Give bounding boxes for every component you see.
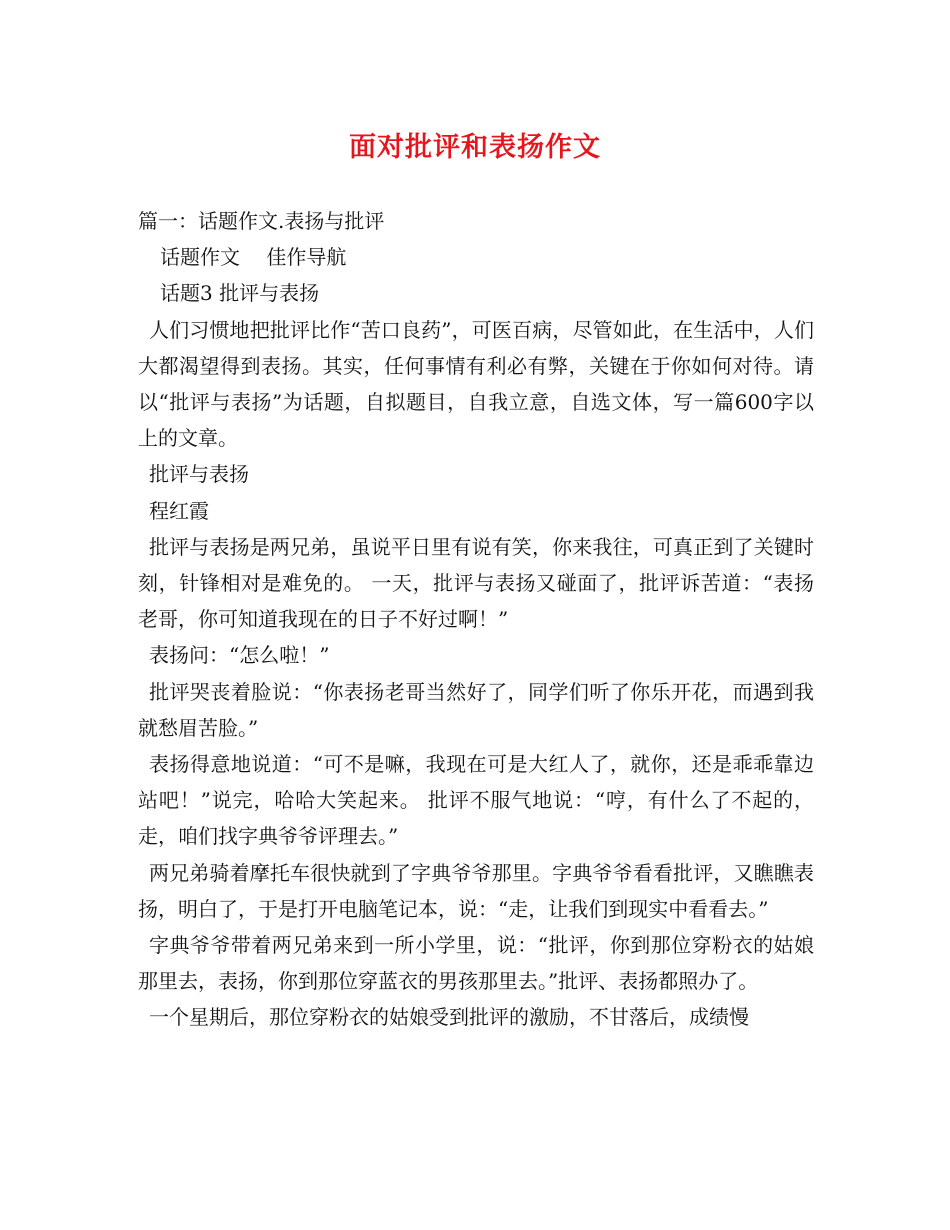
paragraph: 表扬问：“怎么啦！”: [149, 643, 330, 668]
paragraph: 批评哭丧着脸说：“你表扬老哥当然好了，同学们听了你乐开花，而遇到我就愁眉苦脸。”: [138, 679, 814, 740]
document-body: [138, 203, 814, 1036]
paragraph: 两兄弟骑着摩托车很快就到了字典爷爷那里。字典爷爷看看批评，又瞧瞧表扬，明白了，于是打开电脑笔记本，说：“走，让我们到现实中看看去。”: [138, 860, 814, 921]
paragraph: 篇一：话题作文.表扬与批评: [138, 209, 385, 233]
paragraph: 程红霞: [149, 498, 209, 523]
paragraph: 话题3 批评与表扬: [160, 281, 320, 306]
paragraph: 表扬得意地说道：“可不是嘛，我现在可是大红人了，就你，还是乖乖靠边站吧！”说完，哈哈大笑起来。 批评不服气地说：“哼，有什么了不起的，走，咱们找字典爷爷评理去。”: [138, 752, 814, 849]
paragraph: 批评与表扬是两兄弟，虽说平日里有说有笑，你来我往，可真正到了关键时刻，针锋相对是难免的。 一天，批评与表扬又碰面了，批评诉苦道：“表扬老哥，你可知道我现在的日子不好过啊！”: [138, 534, 814, 632]
paragraph: 一个星期后，那位穿粉衣的姑娘受到批评的激励，不甘落后，成绩慢: [149, 1005, 749, 1030]
paragraph: 批评与表扬: [149, 462, 249, 487]
document-title: 面对批评和表扬作文: [349, 132, 601, 163]
paragraph: 字典爷爷带着两兄弟来到一所小学里，说：“批评，你到那位穿粉衣的姑娘那里去，表扬，你到那位穿蓝衣的男孩那里去。”批评、表扬都照办了。: [138, 933, 814, 994]
paragraph: 话题作文 佳作导航: [160, 245, 347, 270]
paragraph: 人们习惯地把批评比作“苦口良药”，可医百病，尽管如此，在生活中，人们大都渴望得到表扬。其实，任何事情有利必有弊，关键在于你如何对待。请以“批评与表扬”为话题，自拟题目，自我立意，自选文体，写一篇600字以上的文章。: [138, 317, 814, 451]
